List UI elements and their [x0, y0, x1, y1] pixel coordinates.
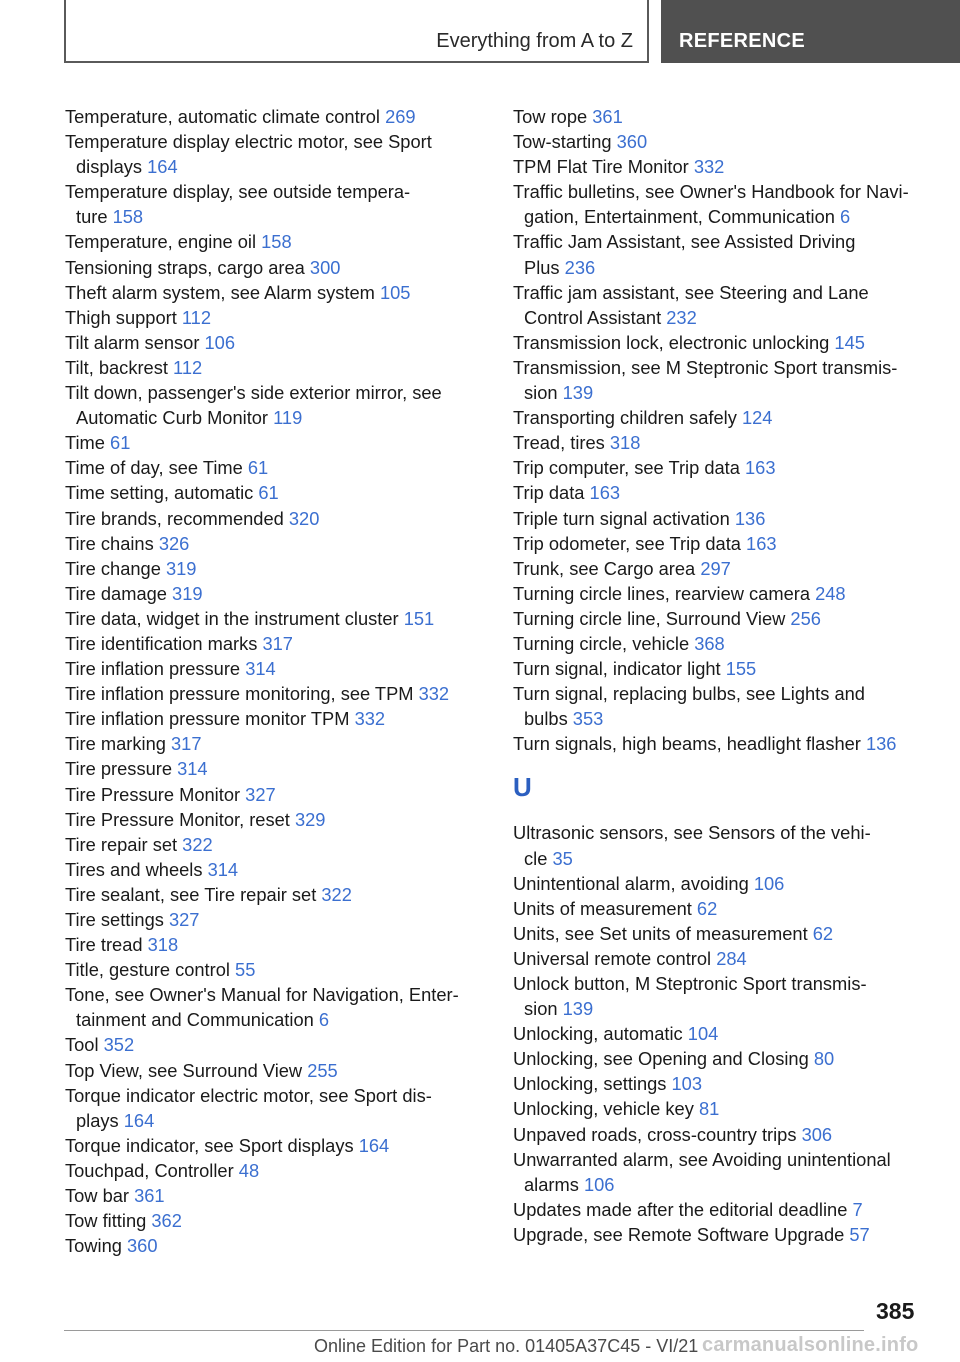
index-entry	[65, 882, 495, 907]
index-entry	[65, 681, 495, 706]
index-entry	[513, 1122, 943, 1147]
footer-divider	[64, 1330, 864, 1331]
page-reference-link[interactable]: 163	[589, 482, 621, 504]
index-column-left	[65, 104, 495, 1258]
index-entry	[513, 631, 943, 656]
entry-text-continued: ture	[76, 206, 113, 228]
page-reference-link[interactable]: 306	[801, 1123, 833, 1145]
page-reference-link[interactable]: 48	[238, 1159, 260, 1181]
entry-text: Transporting children safely	[513, 407, 742, 429]
entry-text: Tire damage	[65, 582, 173, 604]
page-reference-link[interactable]: 112	[173, 356, 203, 378]
entry-text: Tire inflation pressure monitoring, see TPM	[65, 683, 419, 705]
index-entry	[65, 1058, 495, 1083]
index-entry	[65, 531, 495, 556]
index-entry	[513, 1197, 943, 1222]
page-reference-link[interactable]: 57	[849, 1223, 870, 1245]
index-entry	[65, 104, 495, 129]
page-reference-link[interactable]: 360	[126, 1235, 158, 1257]
page-reference-link[interactable]: 104	[687, 1023, 719, 1045]
page-reference-link[interactable]: 255	[307, 1059, 338, 1081]
index-entry	[513, 946, 943, 971]
index-entry	[513, 556, 943, 581]
index-entry	[513, 1222, 943, 1247]
page-reference-link[interactable]: 314	[245, 658, 276, 680]
index-entry	[513, 280, 943, 330]
entry-text: Unlocking, see Opening and Closing	[513, 1048, 814, 1070]
index-entry	[65, 506, 495, 531]
entry-text-continued: bulbs	[524, 708, 573, 730]
page-header	[0, 0, 960, 66]
entry-text: Thigh support	[65, 306, 182, 328]
section-title: Everything from A to Z	[436, 30, 633, 52]
entry-text: Tire Pressure Monitor	[65, 783, 246, 805]
entry-text: Tone, see Owner's Manual for Navigation, Enter-	[65, 984, 459, 1006]
page-reference-link[interactable]: 248	[815, 582, 846, 604]
page-reference-link[interactable]: 317	[170, 733, 202, 755]
entry-text-continued: Automatic Curb Monitor	[76, 407, 274, 429]
page-reference-link[interactable]: 314	[177, 758, 208, 780]
entry-text: Trip data	[513, 482, 590, 504]
entry-text-continued: alarms	[524, 1173, 584, 1195]
entry-text: Turn signal, indicator light	[513, 658, 726, 680]
page-reference-link[interactable]: 353	[572, 708, 604, 730]
entry-text: Tire data, widget in the instrument cluster	[65, 607, 404, 629]
page-reference-link[interactable]: 139	[562, 998, 594, 1020]
chapter-tab	[661, 0, 960, 63]
index-entry	[65, 380, 495, 430]
page-reference-link[interactable]: 327	[245, 783, 276, 805]
entry-text: Traffic jam assistant, see Steering and Lane	[513, 281, 869, 303]
entry-text: Tire change	[65, 557, 166, 579]
entry-text-continued: sion	[524, 998, 563, 1020]
entry-text: Turning circle, vehicle	[513, 632, 695, 654]
index-entry	[65, 982, 495, 1032]
index-entry	[65, 857, 495, 882]
index-entry	[65, 606, 495, 631]
page-reference-link[interactable]: 362	[151, 1210, 182, 1232]
index-entry	[513, 871, 943, 896]
edition-text: Online Edition for Part no. 01405A37C45 - VI/21	[314, 1336, 699, 1356]
page-reference-link[interactable]: 317	[262, 632, 293, 654]
entry-text: Tire brands, recommended	[65, 507, 289, 529]
page-reference-link[interactable]: 7	[852, 1198, 863, 1220]
entry-text: Turning circle lines, rearview camera	[513, 582, 816, 604]
index-entry	[513, 129, 943, 154]
index-entry	[65, 305, 495, 330]
page-reference-link[interactable]: 155	[725, 658, 757, 680]
index-entry	[513, 921, 943, 946]
entry-text: Tow bar	[65, 1185, 135, 1207]
entry-text: Transmission lock, electronic unlocking	[513, 331, 835, 353]
entry-text-continued: tainment and Communication	[76, 1009, 319, 1031]
page-reference-link[interactable]: 320	[288, 507, 320, 529]
entry-text: Tire settings	[65, 909, 169, 930]
entry-text: Theft alarm system, see Alarm system	[65, 281, 380, 303]
entry-text: Tread, tires	[513, 432, 610, 454]
entry-text: Unwarranted alarm, see Avoiding unintentional	[513, 1148, 891, 1170]
entry-text-continued: Plus	[524, 256, 565, 278]
index-entry	[513, 179, 943, 229]
page-reference-link[interactable]: 319	[172, 582, 203, 604]
page-reference-link[interactable]: 35	[552, 847, 573, 869]
entry-text: Tire identification marks	[65, 632, 263, 654]
entry-text: Tire tread	[65, 934, 148, 956]
entry-text: Tire marking	[65, 733, 171, 755]
index-entry	[65, 832, 495, 857]
entry-text-continued: Control Assistant	[524, 306, 667, 328]
entry-text: Tow fitting	[65, 1210, 152, 1232]
index-entry	[65, 355, 495, 380]
entry-text: Title, gesture control	[65, 959, 236, 981]
page-reference-link[interactable]: 163	[746, 532, 777, 554]
index-entry	[513, 1096, 943, 1121]
page-number: 385	[876, 1298, 915, 1324]
entry-text: Upgrade, see Remote Software Upgrade	[513, 1223, 850, 1245]
entry-text: Tire Pressure Monitor, reset	[65, 808, 295, 830]
index-entry	[65, 1158, 495, 1183]
index-entry	[65, 430, 495, 455]
entry-text: TPM Flat Tire Monitor	[513, 156, 694, 178]
entry-text: Unpaved roads, cross-country trips	[513, 1123, 802, 1145]
entry-text: Temperature display, see outside tempera-	[65, 181, 411, 203]
index-entry	[513, 896, 943, 921]
index-entry	[65, 556, 495, 581]
index-entry	[65, 179, 495, 229]
index-entry	[65, 1133, 495, 1158]
entry-text: Tilt alarm sensor	[65, 331, 205, 353]
page-reference-link[interactable]: 297	[700, 557, 731, 579]
index-entry	[65, 656, 495, 681]
page-reference-link[interactable]: 158	[261, 231, 292, 253]
index-entry	[513, 656, 943, 681]
entry-text: Updates made after the editorial deadline	[513, 1198, 853, 1220]
index-group-u	[513, 820, 943, 1247]
section-letter-u: U	[513, 772, 532, 803]
page-reference-link[interactable]: 332	[418, 683, 450, 705]
index-entry	[513, 154, 943, 179]
index-entry	[513, 731, 943, 756]
index-entry	[65, 255, 495, 280]
page-reference-link[interactable]: 80	[813, 1048, 835, 1070]
index-group-t	[513, 104, 943, 756]
entry-text: Triple turn signal activation	[513, 507, 735, 529]
entry-text: Traffic bulletins, see Owner's Handbook for Navi-	[513, 181, 909, 203]
page-reference-link[interactable]: 361	[592, 106, 623, 127]
entry-text: Units, see Set units of measurement	[513, 922, 813, 944]
index-entry	[65, 129, 495, 179]
entry-text: Tire pressure	[65, 758, 178, 780]
entry-text: Top View, see Surround View	[65, 1059, 308, 1081]
entry-text: Touchpad, Controller	[65, 1159, 239, 1181]
index-entry	[513, 430, 943, 455]
entry-text: Turning circle line, Surround View	[513, 607, 791, 629]
page-reference-link[interactable]: 332	[693, 156, 725, 178]
page-reference-link[interactable]: 136	[734, 507, 766, 529]
page-reference-link[interactable]: 164	[147, 156, 178, 178]
entry-text: Tire chains	[65, 532, 159, 554]
page-reference-link[interactable]: 61	[110, 432, 131, 454]
index-entry	[513, 581, 943, 606]
page-reference-link[interactable]: 318	[609, 432, 641, 454]
page-reference-link[interactable]: 103	[671, 1073, 703, 1095]
entry-text: Tire inflation pressure monitor TPM	[65, 708, 355, 730]
index-entry	[65, 756, 495, 781]
page-reference-link[interactable]: 332	[354, 708, 386, 730]
entry-text: Unlocking, automatic	[513, 1023, 688, 1045]
entry-text: Trunk, see Cargo area	[513, 557, 701, 579]
page-reference-link[interactable]: 136	[865, 733, 897, 755]
index-entry	[65, 1208, 495, 1233]
entry-text: Tool	[65, 1034, 104, 1056]
entry-text-continued: gation, Entertainment, Communication	[524, 206, 841, 228]
page-reference-link[interactable]: 145	[834, 331, 865, 353]
index-entry	[513, 104, 943, 129]
page-reference-link[interactable]: 164	[123, 1109, 155, 1131]
index-entry	[513, 506, 943, 531]
entry-text: Time setting, automatic	[65, 482, 259, 504]
page-reference-link[interactable]: 360	[616, 131, 648, 153]
index-entry	[513, 1021, 943, 1046]
page-reference-link[interactable]: 163	[745, 457, 776, 479]
page-reference-link[interactable]: 368	[694, 632, 725, 654]
entry-text: Tire sealant, see Tire repair set	[65, 883, 322, 905]
index-entry	[65, 480, 495, 505]
page-reference-link[interactable]: 326	[158, 532, 190, 554]
page-reference-link[interactable]: 284	[716, 947, 747, 969]
index-entry	[65, 1233, 495, 1258]
page-reference-link[interactable]: 6	[840, 206, 851, 228]
index-entry	[65, 229, 495, 254]
entry-text-continued: cle	[524, 847, 553, 869]
index-entry	[513, 330, 943, 355]
entry-text: Towing	[65, 1235, 127, 1257]
index-entry	[65, 1183, 495, 1208]
index-entry	[65, 957, 495, 982]
page-reference-link[interactable]: 232	[666, 306, 697, 328]
index-entry	[513, 681, 943, 731]
page-reference-link[interactable]: 62	[812, 922, 834, 944]
index-entry	[513, 971, 943, 1021]
page-reference-link[interactable]: 139	[562, 382, 594, 404]
chapter-title: REFERENCE	[679, 30, 806, 52]
index-entry	[65, 631, 495, 656]
page-reference-link[interactable]: 81	[698, 1098, 720, 1120]
entry-text: Tilt down, passenger's side exterior mirror, see	[65, 382, 442, 404]
entry-text: Unlocking, settings	[513, 1073, 672, 1095]
index-entry	[65, 280, 495, 305]
index-entry	[65, 1032, 495, 1057]
index-entry	[513, 480, 943, 505]
page-reference-link[interactable]: 322	[321, 883, 352, 905]
entry-text: Tilt, backrest	[65, 356, 174, 378]
index-entry	[513, 1147, 943, 1197]
page-reference-link[interactable]: 106	[583, 1173, 615, 1195]
index-column-right	[513, 104, 943, 1247]
entry-text: Universal remote control	[513, 947, 717, 969]
index-entry	[65, 731, 495, 756]
index-entry	[65, 706, 495, 731]
entry-text: Torque indicator, see Sport displays	[65, 1134, 359, 1156]
entry-text: Temperature, automatic climate control	[65, 106, 386, 127]
index-entry	[65, 1083, 495, 1133]
index-entry	[65, 807, 495, 832]
index-entry	[65, 782, 495, 807]
entry-text: Time	[65, 432, 111, 454]
entry-text: Temperature display electric motor, see Sport	[65, 131, 432, 153]
entry-text: Ultrasonic sensors, see Sensors of the vehi-	[513, 822, 871, 844]
entry-text: Turn signal, replacing bulbs, see Lights and	[513, 683, 865, 705]
entry-text-continued: sion	[524, 382, 563, 404]
page-reference-link[interactable]: 62	[696, 897, 718, 919]
index-entry	[65, 330, 495, 355]
index-entry	[513, 405, 943, 430]
page-reference-link[interactable]: 61	[258, 482, 279, 504]
entry-text: Trip odometer, see Trip data	[513, 532, 747, 554]
page-reference-link[interactable]: 318	[147, 934, 179, 956]
entry-text: Unintentional alarm, avoiding	[513, 872, 754, 894]
entry-text: Tensioning straps, cargo area	[65, 256, 310, 278]
index-entry	[65, 907, 495, 932]
page-reference-link[interactable]: 6	[318, 1009, 330, 1031]
entry-text: Tires and wheels	[65, 858, 208, 880]
index-entry	[513, 531, 943, 556]
entry-text: Tow-starting	[513, 131, 617, 153]
entry-text: Transmission, see M Steptronic Sport transmis-	[513, 356, 898, 378]
entry-text: Tire inflation pressure	[65, 658, 246, 680]
page-reference-link[interactable]: 61	[247, 457, 269, 479]
index-entry	[65, 932, 495, 957]
page-reference-link[interactable]: 256	[790, 607, 821, 629]
entry-text-continued: displays	[76, 156, 148, 178]
page-reference-link[interactable]: 151	[403, 607, 435, 629]
page-reference-link[interactable]: 327	[168, 909, 200, 930]
index-entry	[513, 606, 943, 631]
entry-text: Tow rope	[513, 106, 593, 127]
entry-text: Unlocking, vehicle key	[513, 1098, 699, 1120]
page-reference-link[interactable]: 164	[358, 1134, 390, 1156]
entry-text: Trip computer, see Trip data	[513, 457, 746, 479]
entry-text-continued: plays	[76, 1109, 124, 1131]
page-reference-link[interactable]: 158	[112, 206, 144, 228]
page-reference-link[interactable]: 106	[753, 872, 785, 894]
index-entry	[513, 455, 943, 480]
entry-text: Units of measurement	[513, 897, 697, 919]
index-entry	[513, 1046, 943, 1071]
page-reference-link[interactable]: 300	[309, 256, 341, 278]
page-reference-link[interactable]: 112	[181, 306, 212, 328]
index-entry	[513, 229, 943, 279]
page-reference-link[interactable]: 352	[103, 1034, 135, 1056]
entry-text: Torque indicator electric motor, see Sport dis-	[65, 1084, 432, 1106]
page-reference-link[interactable]: 361	[134, 1185, 165, 1207]
page-reference-link[interactable]: 322	[182, 833, 213, 855]
page-reference-link[interactable]: 55	[235, 959, 256, 981]
page-reference-link[interactable]: 105	[379, 281, 411, 303]
section-tab	[64, 0, 649, 63]
index-entry	[513, 1071, 943, 1096]
entry-text: Traffic Jam Assistant, see Assisted Driving	[513, 231, 856, 253]
page-reference-link[interactable]: 124	[741, 407, 773, 429]
entry-text: Time of day, see Time	[65, 457, 248, 479]
page-reference-link[interactable]: 319	[165, 557, 197, 579]
page-reference-link[interactable]: 236	[564, 256, 596, 278]
entry-text: Temperature, engine oil	[65, 231, 262, 253]
watermark-logo: carmanualsonline.info	[702, 1334, 919, 1356]
page-reference-link[interactable]: 119	[273, 407, 303, 429]
index-entry	[513, 355, 943, 405]
page-reference-link[interactable]: 314	[207, 858, 239, 880]
page-reference-link[interactable]: 329	[294, 808, 326, 830]
index-entry	[513, 820, 943, 870]
entry-text: Turn signals, high beams, headlight flasher	[513, 733, 866, 755]
entry-text: Unlock button, M Steptronic Sport transmis-	[513, 973, 867, 994]
page-reference-link[interactable]: 269	[385, 106, 416, 127]
page-reference-link[interactable]: 106	[204, 331, 236, 353]
index-entry	[65, 455, 495, 480]
index-entry	[65, 581, 495, 606]
entry-text: Tire repair set	[65, 833, 183, 855]
